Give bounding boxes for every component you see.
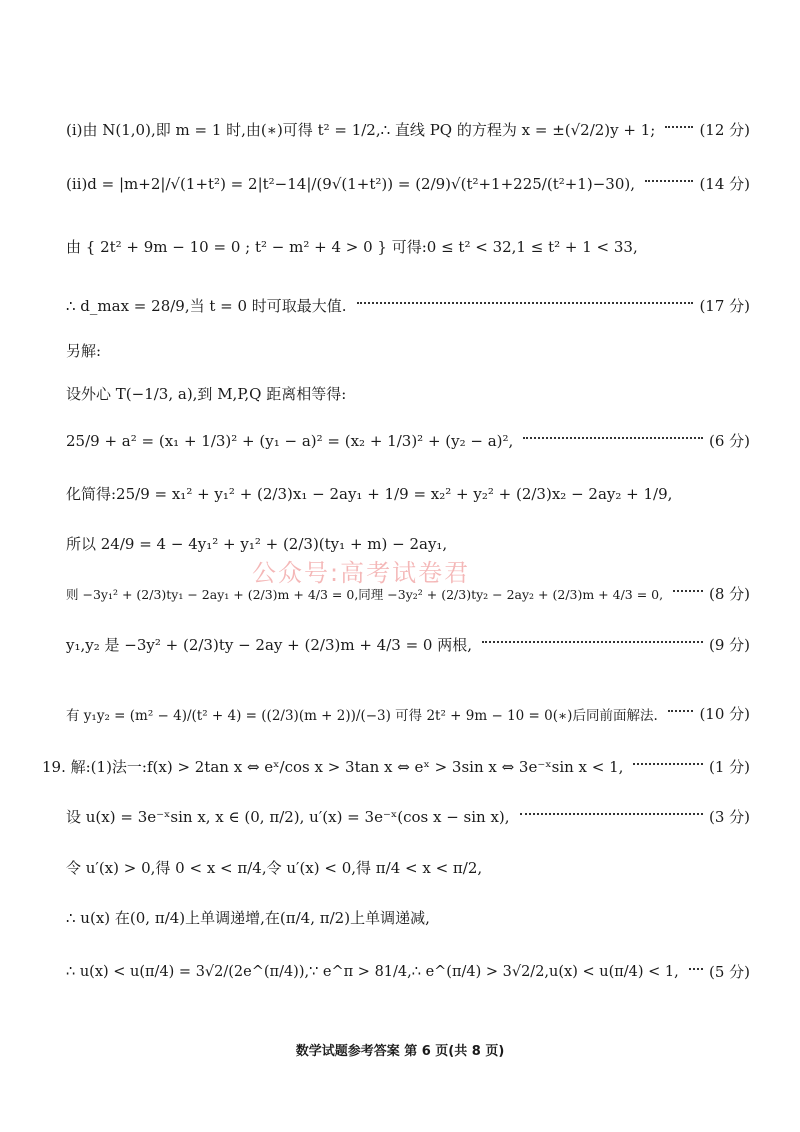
- score-mark: (5 分): [708, 963, 750, 981]
- dot-leader: [482, 641, 703, 643]
- solution-line: [66, 806, 750, 827]
- line-text: 令 u′(x) > 0,得 0 < x < π/4,令 u′(x) < 0,得 π/4 < x < π/2,: [66, 859, 483, 877]
- watermark: 公众号:高考试卷君: [252, 559, 471, 587]
- line-text: (ⅱ)d = |m+2|/√(1+t²) = 2|t²−14|/(9√(1+t²)) = (2/9)√(t²+1+225/(t²+1)−30),: [66, 174, 635, 193]
- solution-line: [66, 857, 750, 878]
- line-text: 另解:: [66, 342, 102, 360]
- score-mark: (17 分): [699, 297, 750, 315]
- line-text: 由 { 2t² + 9m − 10 = 0 ; t² − m² + 4 > 0 } 可得:0 ≤ t² < 32,1 ≤ t² + 1 < 33,: [66, 238, 638, 256]
- solution-line: [66, 961, 750, 982]
- line-text: 所以 24/9 = 4 − 4y₁² + y₁² + (2/3)(ty₁ + m) − 2ay₁,: [66, 535, 448, 553]
- score-mark: (8 分): [708, 585, 750, 603]
- score-mark: (10 分): [699, 705, 750, 723]
- solution-line: [66, 173, 750, 194]
- solution-line: [66, 295, 750, 316]
- line-text: 19. 解:(1)法一:f(x) > 2tan x ⇔ eˣ/cos x > 3tan x ⇔ eˣ > 3sin x ⇔ 3e⁻ˣsin x < 1,: [42, 758, 624, 776]
- dot-leader: [520, 813, 703, 815]
- line-text: (ⅰ)由 N(1,0),即 m = 1 时,由(∗)可得 t² = 1/2,∴ 直线 PQ 的方程为 x = ±(√2/2)y + 1;: [66, 121, 656, 139]
- solution-line: [66, 533, 750, 554]
- dot-leader: [665, 126, 693, 128]
- solution-line: [66, 430, 750, 451]
- dot-leader: [357, 302, 694, 304]
- score-mark: (1 分): [708, 758, 750, 776]
- solution-line: [66, 340, 750, 361]
- line-text: ∴ u(x) 在(0, π/4)上单调递增,在(π/4, π/2)上单调递减,: [66, 909, 430, 927]
- score-mark: (9 分): [708, 636, 750, 654]
- score-mark: (6 分): [708, 432, 750, 450]
- line-text: ∴ d_max = 28/9,当 t = 0 时可取最大值.: [66, 297, 347, 315]
- dot-leader: [645, 180, 693, 182]
- line-text: y₁,y₂ 是 −3y² + (2/3)ty − 2ay + (2/3)m + 4/3 = 0 两根,: [66, 636, 472, 654]
- solution-line: [66, 907, 750, 928]
- score-mark: (14 分): [699, 175, 750, 193]
- solution-line: [42, 756, 750, 777]
- score-mark: (3 分): [708, 808, 750, 826]
- score-mark: (12 分): [699, 121, 750, 139]
- solution-line: [66, 119, 750, 140]
- solution-line: [66, 634, 750, 655]
- line-text: 设 u(x) = 3e⁻ˣsin x, x ∈ (0, π/2), u′(x) = 3e⁻ˣ(cos x − sin x),: [66, 808, 510, 826]
- dot-leader: [668, 710, 694, 712]
- dot-leader: [689, 968, 703, 970]
- line-text: 化简得:25/9 = x₁² + y₁² + (2/3)x₁ − 2ay₁ + 1/9 = x₂² + y₂² + (2/3)x₂ − 2ay₂ + 1/9,: [66, 485, 673, 503]
- page-footer: 数学试题参考答案 第 6 页(共 8 页): [295, 1044, 505, 1059]
- line-text: 25/9 + a² = (x₁ + 1/3)² + (y₁ − a)² = (x₂ + 1/3)² + (y₂ − a)²,: [66, 431, 514, 450]
- dot-leader: [633, 763, 703, 765]
- line-text: 设外心 T(−1/3, a),到 M,P,Q 距离相等得:: [66, 385, 347, 403]
- line-text: ∴ u(x) < u(π/4) = 3√2/(2e^(π/4)),∵ e^π > 81/4,∴ e^(π/4) > 3√2/2,u(x) < u(π/4) < 1,: [66, 963, 679, 980]
- solution-line: [66, 236, 750, 257]
- solution-line: [66, 483, 750, 504]
- solution-line: [66, 703, 750, 724]
- line-text: 有 y₁y₂ = (m² − 4)/(t² + 4) = ((2/3)(m + 2))/(−3) 可得 2t² + 9m − 10 = 0(∗)后同前面解法.: [66, 707, 658, 724]
- solution-line: [66, 383, 750, 404]
- dot-leader: [673, 590, 703, 592]
- line-text: 则 −3y₁² + (2/3)ty₁ − 2ay₁ + (2/3)m + 4/3 = 0,同理 −3y₂² + (2/3)ty₂ − 2ay₂ + (2/3)m + 4/3 = 0,: [66, 586, 664, 602]
- dot-leader: [523, 437, 703, 439]
